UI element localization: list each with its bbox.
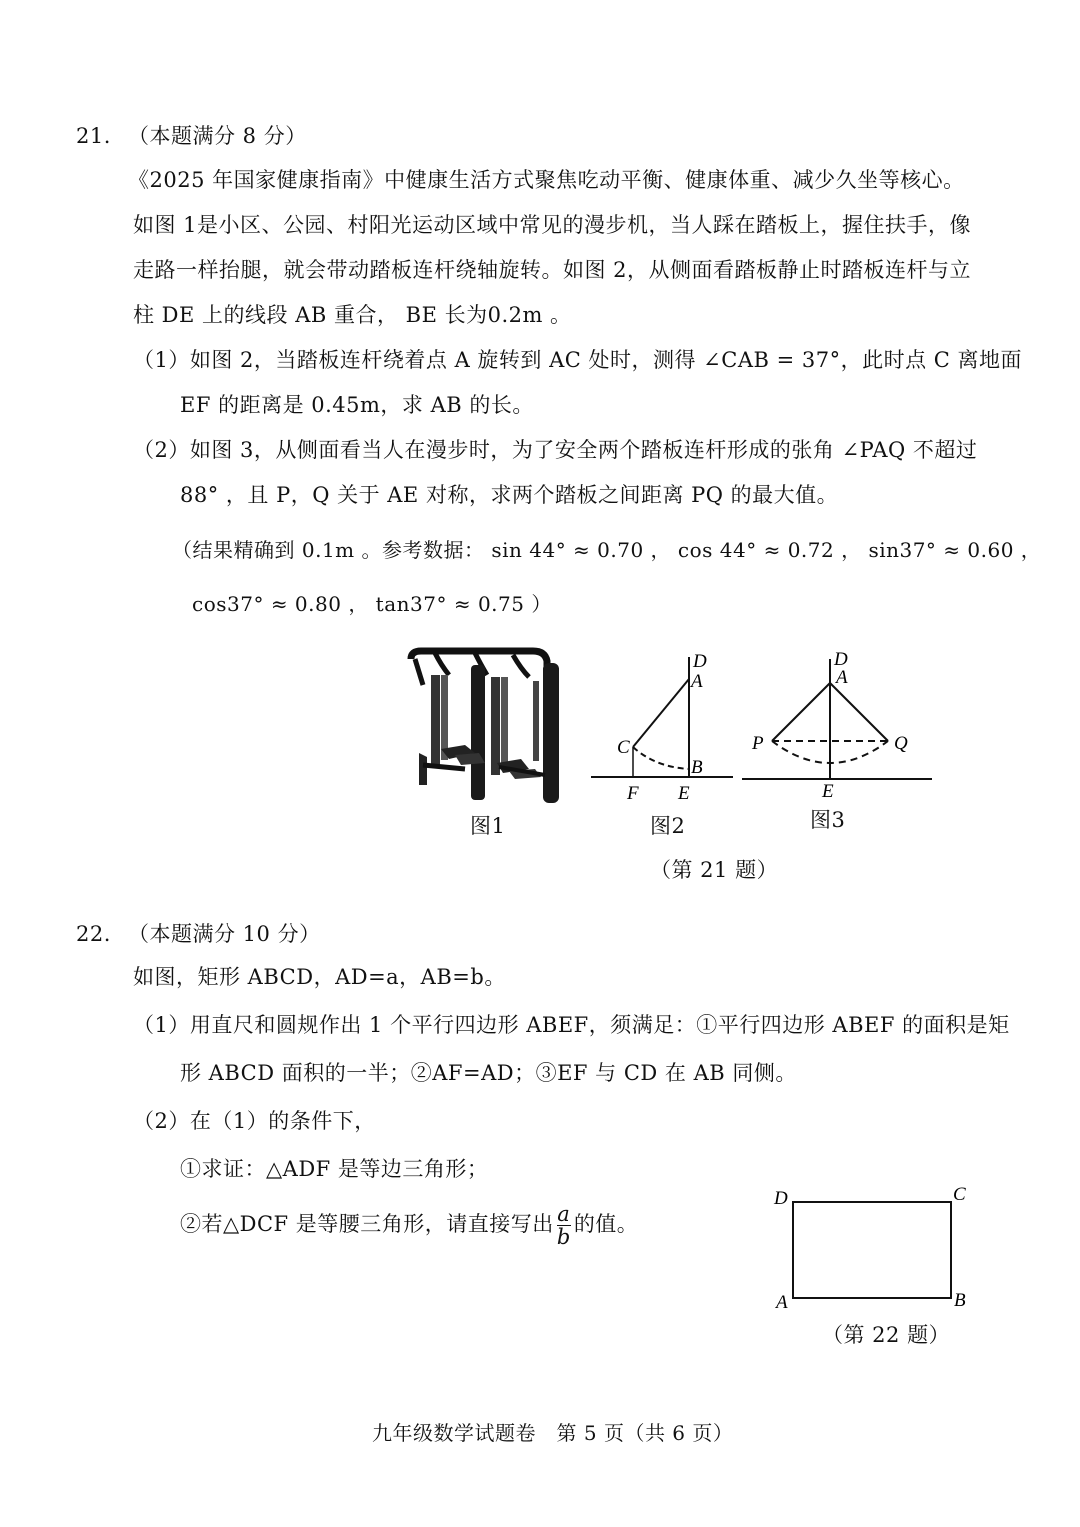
q22-number: 22. [76, 922, 111, 946]
q21-number: 21. [76, 124, 111, 148]
q21-paragraph-3: 走路一样抬腿，就会带动踏板连杆绕轴旋转。如图 2，从侧面看踏板静止时踏板连杆与立 [133, 258, 972, 282]
q21-paragraph-4: 柱 DE 上的线段 AB 重合， BE 长为0.2m 。 [133, 303, 572, 327]
figure-rectangle-ABCD [770, 1180, 980, 1315]
rect-label-A: A [776, 1292, 788, 1313]
figure-2-diagram [585, 645, 735, 810]
q22-paragraph-1: 如图，矩形 ABCD，AD=a，AB=b。 [133, 965, 506, 989]
q22-figure-caption: （第 22 题） [822, 1323, 951, 1347]
fig2-label-F: F [627, 783, 639, 804]
q22-subq2-part2-suffix: 的值。 [573, 1212, 639, 1236]
q22-subq2-part1: ①求证：△ADF 是等边三角形； [180, 1157, 489, 1181]
fraction-a-over-b [557, 1203, 571, 1248]
q22-subq1-line2: 形 ABCD 面积的一半；②AF=AD；③EF 与 CD 在 AB 同侧。 [180, 1061, 797, 1085]
fig2-label-E: E [678, 783, 690, 804]
figure-3-diagram [738, 645, 938, 805]
fig2-arc [633, 747, 689, 769]
fraction-denominator: b [556, 1225, 571, 1249]
q21-subq2-line2: 88° ，且 P，Q 关于 AE 对称，求两个踏板之间距离 PQ 的最大值。 [180, 483, 839, 507]
q21-header: （本题满分 8 分） [128, 124, 307, 148]
q22-subq2-part2-prefix: ②若△DCF 是等腰三角形，请直接写出 [180, 1212, 554, 1236]
figure-1-walking-machine [405, 645, 570, 805]
q21-subq1-line1: （1）如图 2，当踏板连杆绕着点 A 旋转到 AC 处时，测得 ∠CAB = 37°，此时点 C 离地面 [133, 348, 1023, 372]
q22-subq2-part2 [180, 1200, 638, 1248]
q22-subq1-line1: （1）用直尺和圆规作出 1 个平行四边形 ABEF，须满足：①平行四边形 ABEF 的面积是矩 [133, 1013, 1010, 1037]
figure-2-caption: 图2 [650, 814, 686, 838]
fig3-rod-AQ [830, 683, 888, 741]
q21-paragraph-2: 如图 1是小区、公园、村阳光运动区域中常见的漫步机，当人踩在踏板上，握住扶手，像 [133, 213, 972, 237]
q22-header: （本题满分 10 分） [128, 922, 321, 946]
q21-subq1-line2: EF 的距离是 0.45m，求 AB 的长。 [180, 393, 534, 417]
rect-label-D: D [774, 1188, 788, 1209]
fig3-label-P: P [752, 733, 764, 754]
rectangle-ABCD [793, 1202, 951, 1298]
q21-figure-caption: （第 21 题） [650, 858, 779, 882]
fig2-label-A: A [691, 671, 703, 692]
fraction-numerator: a [557, 1202, 571, 1226]
figure-3-caption: 图3 [810, 808, 846, 832]
q22-subq2: （2）在（1）的条件下， [133, 1109, 376, 1133]
fig2-label-C: C [617, 737, 630, 758]
q21-subq2-line1: （2）如图 3，从侧面看当人在漫步时，为了安全两个踏板连杆形成的张角 ∠PAQ 不超过 [133, 438, 978, 462]
fig3-label-A: A [836, 667, 848, 688]
page-footer: 九年级数学试题卷 第 5 页（共 6 页） [372, 1421, 734, 1445]
fig3-label-E: E [822, 781, 834, 802]
fig2-label-D: D [693, 651, 707, 672]
fig3-rod-AP [772, 683, 830, 741]
fig2-rod-AC [633, 679, 689, 747]
fig3-label-D: D [834, 649, 848, 670]
q21-paragraph-1: 《2025 年国家健康指南》中健康生活方式聚焦吃动平衡、健康体重、减少久坐等核心。 [128, 168, 965, 192]
q21-reference-line2: cos37° ≈ 0.80 ， tan37° ≈ 0.75 ） [192, 592, 552, 616]
q21-reference-line1: （结果精确到 0.1m 。参考数据： sin 44° ≈ 0.70 ， cos 44° ≈ 0.72 ， sin37° ≈ 0.60 ， [172, 538, 1042, 562]
rect-label-C: C [953, 1184, 966, 1205]
figure-1-caption: 图1 [470, 814, 506, 838]
fig2-label-B: B [691, 757, 703, 778]
fig3-label-Q: Q [894, 733, 908, 754]
rect-label-B: B [954, 1290, 966, 1311]
